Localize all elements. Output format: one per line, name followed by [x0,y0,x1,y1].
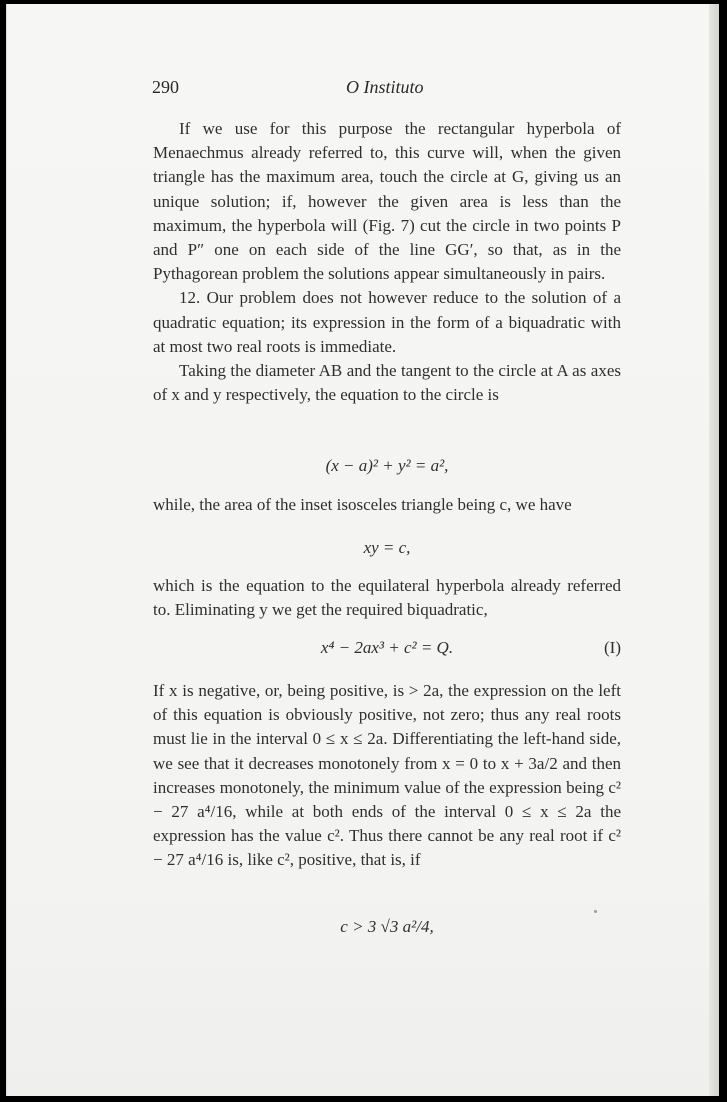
text-block-2 [153,493,621,517]
paragraph-4: while, the area of the inset isosceles triangle being c, we have [153,495,572,514]
equation-biquadratic-text: x⁴ − 2ax³ + c² = Q. [320,638,454,657]
paragraph-1: If we use for this purpose the rectangular hyperbola of Menaechmus already referred to, this curve will, when the given triangle has the maximum area, touch the circle at G, giving us an unique solution; if, however the given area is less than the maximum, the hyperbola will (Fig. 7) cut the circle in two points P and P″ one on each side of the line GG′, so that, as in the Pythagorean problem the solutions appear simultaneously in pairs. [153,119,621,284]
ink-speck [594,910,597,913]
equation-label: (I) [604,638,621,657]
scanned-page [6,4,719,1096]
equation-condition: c > 3 √3 a²/4, [340,917,434,936]
equation-biquadratic [153,638,621,658]
equation-circle: (x − a)² + y² = a², [325,456,449,475]
text-block-4 [153,679,621,873]
paragraph-2: 12. Our problem does not however reduce to the solution of a quadratic equation; its expression in the form of a biquadratic with at most two real roots is immediate. [153,288,621,356]
text-block-3 [153,574,621,622]
page-number: 290 [152,77,179,97]
text-block-1 [153,117,621,407]
paragraph-5: which is the equation to the equilateral hyperbola already referred to. Eliminating y we get the required biquadratic, [153,576,621,620]
equation-hyperbola: xy = c, [363,538,411,557]
paragraph-6: If x is negative, or, being positive, is > 2a, the expression on the left of this equation is obviously positive, not zero; thus any real roots must lie in the interval 0 ≤ x ≤ 2a. Differentiating the left-hand side, we see that it decreases monotonely from x = 0 to x + 3a/2 and then increases monotonely, the minimum value of the expression being c² − 27 a⁴/16, while at both ends of the interval 0 ≤ x ≤ 2a the expression has the value c². Thus there cannot be any real root if c² − 27 a⁴/16 is, like c², positive, that is, if [153,681,621,870]
running-title: O Instituto [346,77,424,97]
page-edge [709,4,719,1096]
paragraph-3: Taking the diameter AB and the tangent to the circle at A as axes of x and y respectively, the equation to the circle is [153,361,621,405]
